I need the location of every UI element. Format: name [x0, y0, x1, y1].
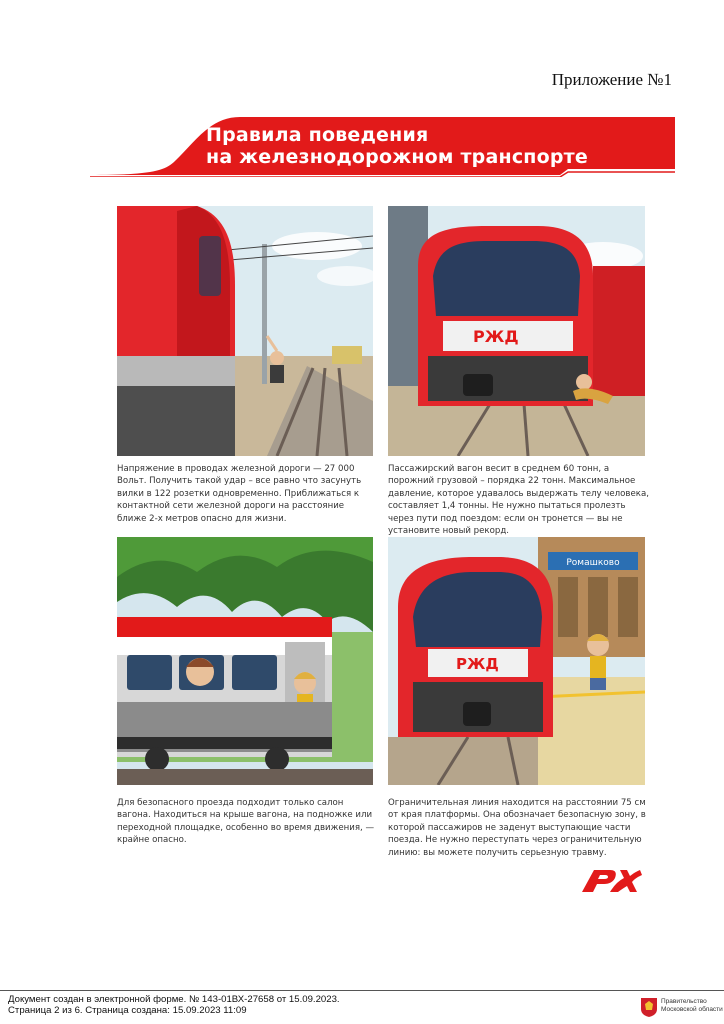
illustration-under-train — [388, 206, 645, 456]
footer-line1: Документ создан в электронной форме. № 143-01ВХ-27658 от 15.09.2023. — [8, 994, 340, 1005]
appendix-label: Приложение №1 — [551, 70, 672, 89]
footer-divider — [0, 990, 724, 991]
illustration-train-door — [117, 537, 373, 785]
train-logo-front: РЖД — [473, 327, 519, 346]
caption-train-door: Для безопасного проезда подходит только салон вагона. Находиться на крыше вагона, на подножке или переходной площадке, особенно во время движения, — крайне опасно. — [117, 798, 375, 846]
station-sign: Ромашково — [566, 558, 620, 568]
banner-title-line2: на железнодорожном транспорте — [206, 146, 588, 168]
gov-badge — [640, 994, 724, 1020]
caption-under-train: Пассажирский вагон весит в среднем 60 тонн, а порожний грузовой – порядка 22 тонн. Максимальное давление, которое удавалось выдержать телу человека, составляет 1,4 тонны. Не нужно пытаться пролезть через пути под поездом: если он тронется — вы не установите новый рекорд. — [388, 464, 649, 537]
gov-line1: Правительство — [661, 998, 707, 1005]
caption-catenary: Напряжение в проводах железной дороги — 27 000 Вольт. Получить такой удар – все равно что засунуть вилки в 122 розетки одновременно. Приближаться к контактной сети железной дороги на расстояние ближе 2-х метров опасно для жизни. — [117, 464, 362, 524]
caption-platform: Ограничительная линия находится на расстоянии 75 см от края платформы. Она обозначает безопасную зону, в которой пассажиров не заденут выступающие части поезда. Не нужно переступать через ограничительную линию: вы можете получить серьезную травму. — [388, 798, 646, 858]
banner-title-line1: Правила поведения — [206, 124, 429, 146]
illustration-platform — [388, 537, 645, 785]
gov-line2: Московской области — [661, 1006, 723, 1013]
rzd-logo — [580, 866, 650, 896]
footer — [8, 994, 340, 1016]
title-banner — [90, 117, 675, 177]
footer-line2: Страница 2 из 6. Страница создана: 15.09.2023 11:09 — [8, 1005, 247, 1016]
moscow-region-emblem-icon — [640, 996, 658, 1018]
illustration-catenary — [117, 206, 373, 456]
train-logo-platform: РЖД — [456, 655, 499, 673]
